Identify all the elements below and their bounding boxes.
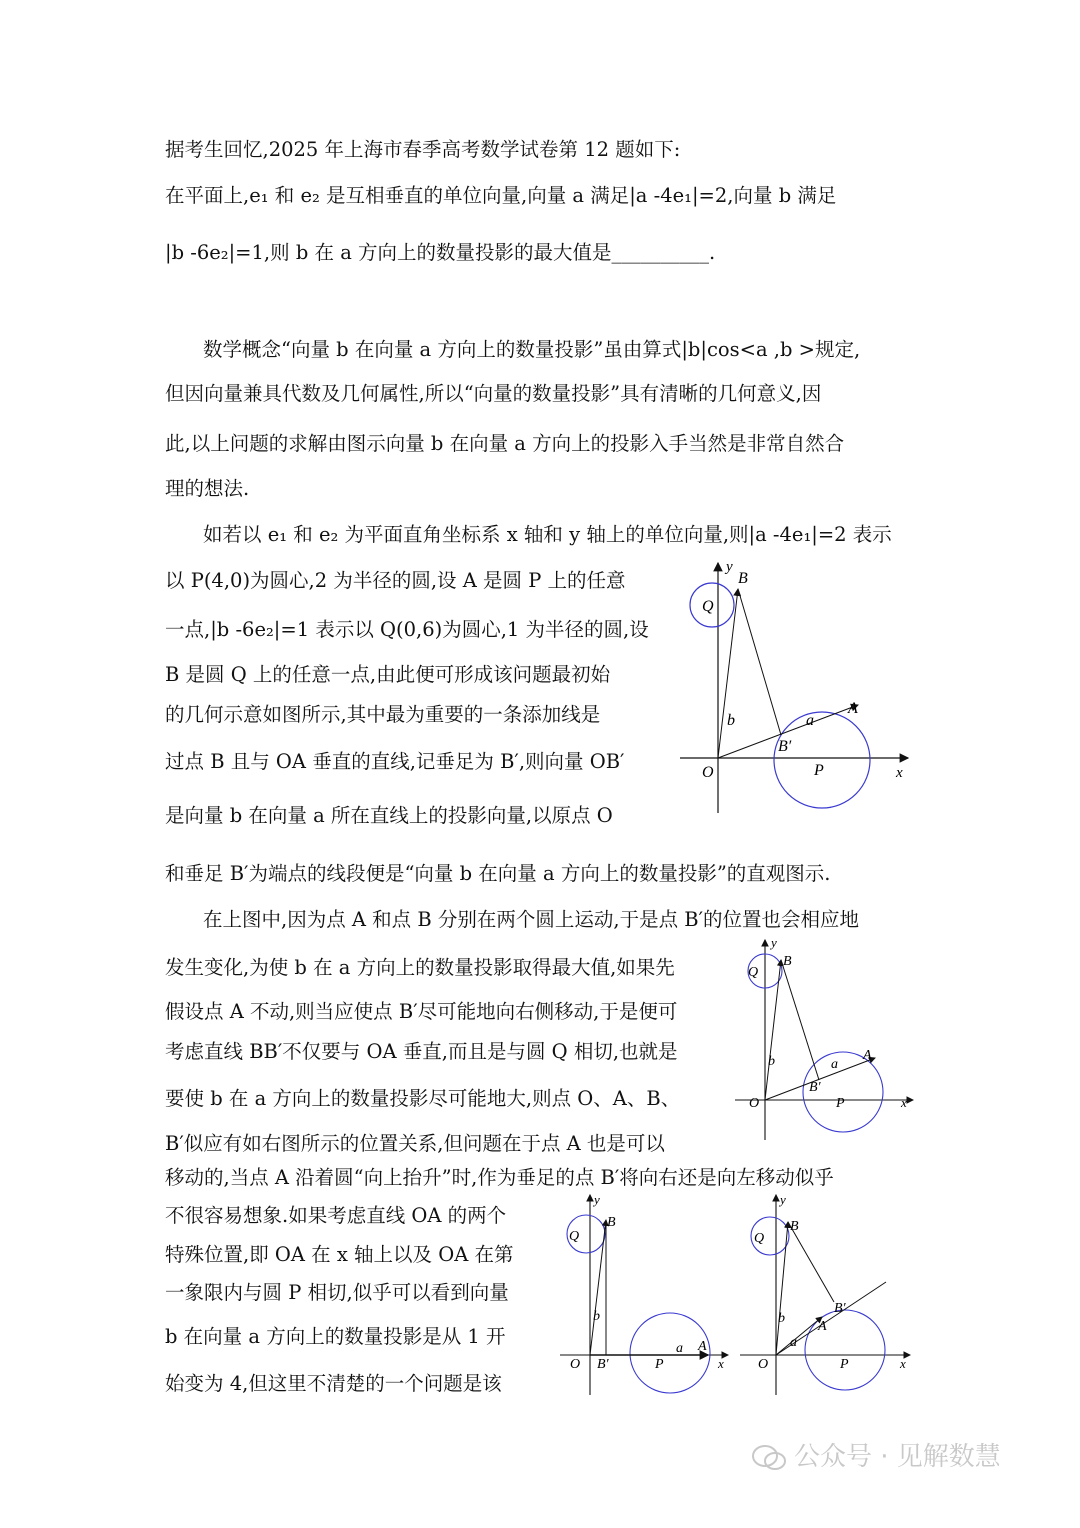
svg-text:y: y — [780, 1192, 786, 1207]
svg-text:B: B — [783, 954, 792, 969]
svg-text:A: A — [863, 1048, 872, 1063]
svg-text:Q: Q — [569, 1229, 580, 1244]
para2-line-4: B 是圆 Q 上的任意一点,由此便可形成该问题最初始 — [165, 663, 611, 686]
para1-line-3: 此,以上问题的求解由图示向量 b 在向量 a 方向上的投影入手当然是非常自然合 — [165, 432, 845, 455]
svg-text:A: A — [818, 1319, 827, 1334]
figure-3 — [560, 1190, 735, 1400]
svg-text:P: P — [836, 1096, 845, 1111]
svg-text:x: x — [901, 1095, 907, 1110]
svg-text:b: b — [778, 1311, 785, 1326]
problem-line-2: |b -6e₂|=1,则 b 在 a 方向上的数量投影的最大值是__________. — [165, 241, 716, 264]
svg-text:O: O — [570, 1357, 581, 1372]
para3-line-5: 要使 b 在 a 方向上的数量投影尽可能地大,则点 O、A、B、 — [165, 1087, 681, 1110]
label-a-point: A — [848, 700, 858, 717]
svg-text:y: y — [771, 935, 777, 950]
figure-2 — [735, 935, 925, 1145]
svg-text:Q: Q — [754, 1231, 765, 1246]
para1-line-4: 理的想法. — [165, 477, 250, 500]
para2-line-2: 以 P(4,0)为圆心,2 为半径的圆,设 A 是圆 P 上的任意 — [165, 569, 626, 592]
para3-line-4: 考虑直线 BB′不仅要与 OA 垂直,而且是与圆 Q 相切,也就是 — [165, 1040, 678, 1063]
para3-line-2: 发生变化,为使 b 在 a 方向上的数量投影取得最大值,如果先 — [165, 956, 675, 979]
svg-text:a: a — [831, 1057, 838, 1072]
svg-text:x: x — [900, 1356, 906, 1371]
para1-line-1: 数学概念“向量 b 在向量 a 方向上的数量投影”虽由算式|b|cos<a ,b >规定, — [203, 338, 861, 361]
svg-text:a: a — [676, 1341, 683, 1356]
svg-text:P: P — [655, 1357, 664, 1372]
para3-line-7: 移动的,当点 A 沿着圆“向上抬升”时,作为垂足的点 B′将向右还是向左移动似乎 — [165, 1166, 834, 1189]
para3-line-12: 始变为 4,但这里不清楚的一个问题是该 — [165, 1372, 502, 1395]
circle-p — [774, 712, 870, 808]
label-a-vec: a — [806, 712, 814, 729]
label-b-vec: b — [727, 712, 735, 729]
para2-line-1: 如若以 e₁ 和 e₂ 为平面直角坐标系 x 轴和 y 轴上的单位向量,则|a -4e₁|=2 表示 — [203, 523, 892, 546]
svg-text:b: b — [593, 1309, 600, 1324]
svg-text:B: B — [607, 1215, 616, 1230]
svg-text:P: P — [840, 1357, 849, 1372]
para2-line-3: 一点,|b -6e₂|=1 表示以 Q(0,6)为圆心,1 为半径的圆,设 — [165, 618, 649, 641]
label-b-point: B — [738, 570, 748, 587]
para3-line-9: 特殊位置,即 OA 在 x 轴上以及 OA 在第 — [165, 1243, 514, 1266]
svg-text:B′: B′ — [834, 1301, 846, 1316]
para3-line-8: 不很容易想象.如果考虑直线 OA 的两个 — [165, 1204, 507, 1227]
svg-text:x: x — [718, 1356, 724, 1371]
para3-line-11: b 在向量 a 方向上的数量投影是从 1 开 — [165, 1325, 506, 1348]
vector-b — [718, 589, 738, 758]
label-p: P — [814, 762, 824, 779]
para3-line-6: B′似应有如右图所示的位置关系,但问题在于点 A 也是可以 — [165, 1132, 665, 1155]
para1-line-2: 但因向量兼具代数及几何属性,所以“向量的数量投影”具有清晰的几何意义,因 — [165, 382, 822, 405]
para2-line-6: 过点 B 且与 OA 垂直的直线,记垂足为 B′,则向量 OB′ — [165, 750, 625, 773]
svg-text:Q: Q — [748, 965, 759, 980]
watermark-text: 公众号 · 见解数慧 — [794, 1442, 1001, 1472]
para2-line-5: 的几何示意如图所示,其中最为重要的一条添加线是 — [165, 703, 601, 726]
label-y: y — [726, 559, 733, 575]
svg-text:y: y — [594, 1192, 600, 1207]
svg-text:O: O — [758, 1357, 769, 1372]
svg-text:B: B — [790, 1219, 799, 1234]
intro-line-1: 据考生回忆,2025 年上海市春季高考数学试卷第 12 题如下: — [165, 138, 681, 161]
label-o: O — [702, 764, 714, 781]
para2-line-7: 是向量 b 在向量 a 所在直线上的投影向量,以原点 O — [165, 804, 613, 827]
svg-text:A: A — [698, 1339, 707, 1354]
label-q: Q — [702, 598, 714, 615]
svg-text:O: O — [749, 1096, 760, 1111]
wechat-icon — [752, 1444, 786, 1472]
para3-line-1: 在上图中,因为点 A 和点 B 分别在两个圆上运动,于是点 B′的位置也会相应地 — [203, 908, 860, 931]
label-bp: B′ — [778, 738, 792, 755]
figure-1 — [680, 555, 920, 820]
svg-text:B′: B′ — [809, 1080, 821, 1095]
figure-4 — [740, 1190, 920, 1400]
svg-text:b: b — [768, 1054, 775, 1069]
watermark — [752, 1432, 1052, 1482]
line-bbp — [738, 589, 781, 735]
svg-text:B′: B′ — [597, 1357, 609, 1372]
svg-text:a: a — [790, 1335, 797, 1350]
problem-line-1: 在平面上,e₁ 和 e₂ 是互相垂直的单位向量,向量 a 满足|a -4e₁|=2,向量 b 满足 — [165, 184, 837, 207]
para3-line-10: 一象限内与圆 P 相切,似乎可以看到向量 — [165, 1281, 509, 1304]
label-x: x — [896, 765, 903, 781]
para3-line-3: 假设点 A 不动,则当应使点 B′尽可能地向右侧移动,于是便可 — [165, 1000, 678, 1023]
para2-line-8: 和垂足 B′为端点的线段便是“向量 b 在向量 a 方向上的数量投影”的直观图示. — [165, 862, 831, 885]
